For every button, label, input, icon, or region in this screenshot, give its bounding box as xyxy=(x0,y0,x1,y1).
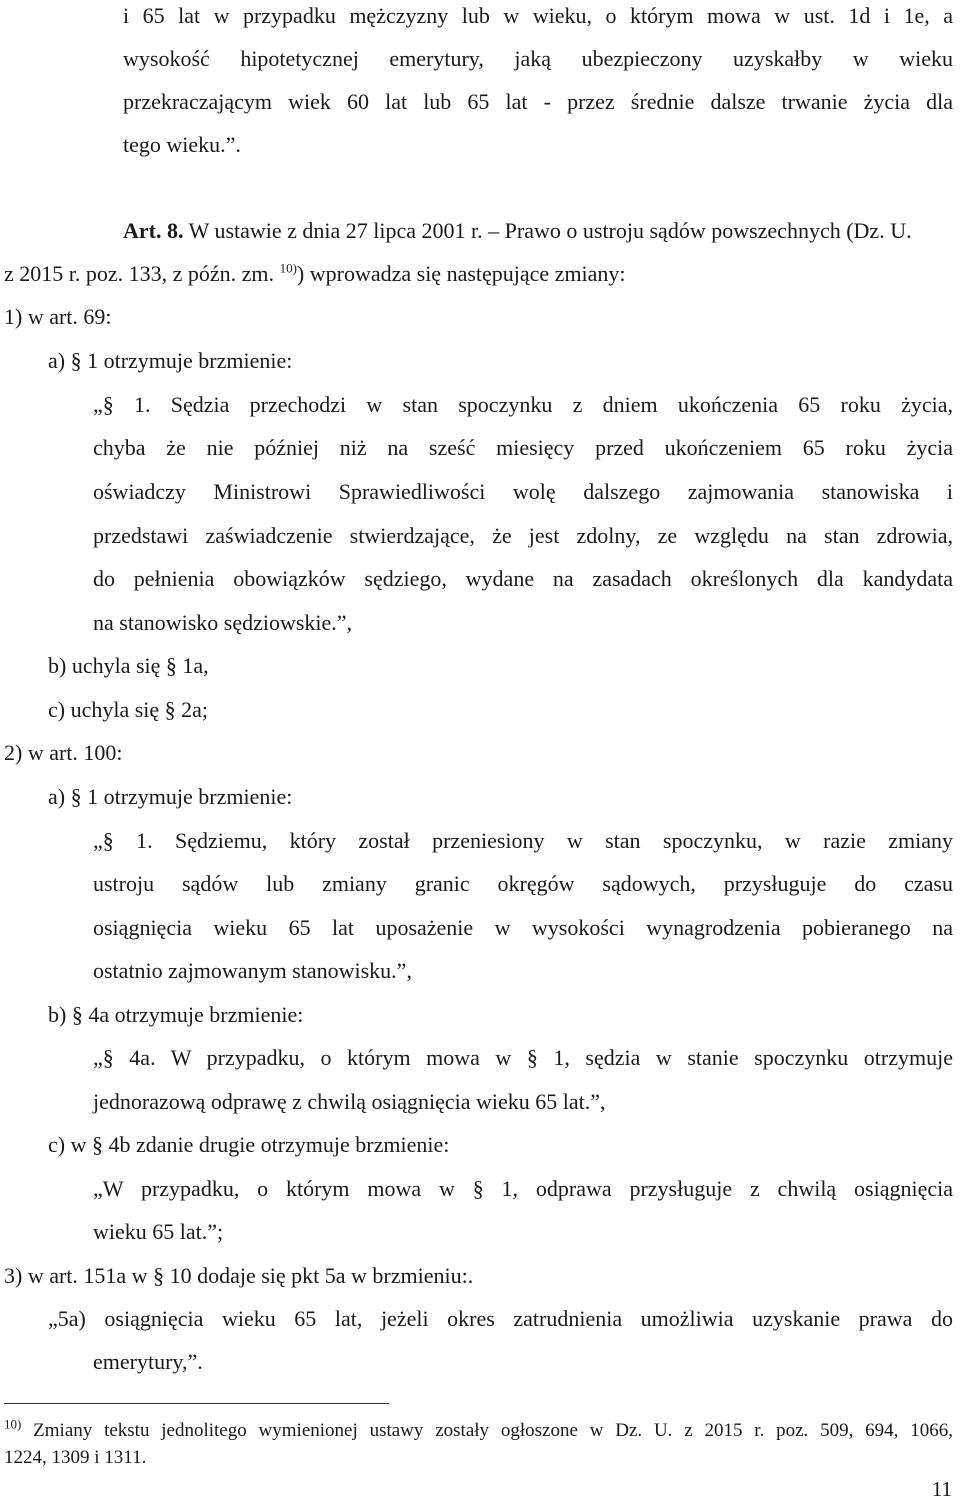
list-item: 1) w art. 69: xyxy=(4,304,112,329)
footnote-marker: 10) xyxy=(4,1416,22,1432)
list-item: a) § 1 otrzymuje brzmienie: xyxy=(48,348,293,373)
list-item: a) § 1 otrzymuje brzmienie: xyxy=(48,784,293,809)
list-item: c) w § 4b zdanie drugie otrzymuje brzmienie: xyxy=(48,1132,450,1157)
text-line: tego wieku.”. xyxy=(123,132,241,157)
quoted-line: „§ 1. Sędzia przechodzi w stan spoczynku z dniem ukończenia 65 roku życia, xyxy=(93,392,953,417)
quoted-line: do pełnienia obowiązków sędziego, wydane na zasadach określonych dla kandydata xyxy=(93,566,953,591)
quoted-line: wieku 65 lat.”; xyxy=(93,1219,224,1244)
list-item: b) § 4a otrzymuje brzmienie: xyxy=(48,1002,304,1027)
quoted-line: „§ 1. Sędziemu, który został przeniesiony w stan spoczynku, w razie zmiany xyxy=(93,828,953,853)
quoted-line: ostatnio zajmowanym stanowisku.”, xyxy=(93,958,412,983)
quoted-line: „5a) osiągnięcia wieku 65 lat, jeżeli okres zatrudnienia umożliwia uzyskanie prawa do xyxy=(48,1306,953,1331)
quoted-line: na stanowisko sędziowskie.”, xyxy=(93,610,353,635)
quoted-line: emerytury,”. xyxy=(93,1349,203,1374)
text-line: wysokość hipotetycznej emerytury, jaką ubezpieczony uzyskałby w wieku xyxy=(123,46,953,71)
footnote-separator xyxy=(4,1403,389,1404)
text-span: ) wprowadza się następujące zmiany: xyxy=(296,261,626,286)
page-number: 11 xyxy=(931,1477,952,1501)
quoted-line: osiągnięcia wieku 65 lat uposażenie w wysokości wynagrodzenia pobieranego na xyxy=(93,915,953,940)
article-heading xyxy=(123,218,912,244)
footnote-ref: 10) xyxy=(279,260,297,276)
list-item: 3) w art. 151a w § 10 dodaje się pkt 5a w brzmieniu:. xyxy=(4,1263,474,1288)
article-number: Art. 8. xyxy=(123,218,184,243)
quoted-line: „W przypadku, o którym mowa w § 1, odprawa przysługuje z chwilą osiągnięcia xyxy=(93,1176,953,1201)
footnote-line: Zmiany tekstu jednolitego wymienionej ustawy zostały ogłoszone w Dz. U. z 2015 r. poz. 509, 694, 1066, xyxy=(33,1420,953,1441)
list-item: c) uchyla się § 2a; xyxy=(48,697,209,722)
quoted-line: chyba że nie później niż na sześć miesięcy przed ukończeniem 65 roku życia xyxy=(93,435,953,460)
list-item: 2) w art. 100: xyxy=(4,740,123,765)
quoted-line: „§ 4a. W przypadku, o którym mowa w § 1, sędzia w stanie spoczynku otrzymuje xyxy=(93,1045,953,1070)
footnote-line: 1224, 1309 i 1311. xyxy=(4,1447,147,1468)
text-line xyxy=(4,261,626,287)
quoted-line: oświadczy Ministrowi Sprawiedliwości wolę dalszego zajmowania stanowiska i xyxy=(93,479,953,504)
article-intro: W ustawie z dnia 27 lipca 2001 r. – Prawo o ustroju sądów powszechnych (Dz. U. xyxy=(183,218,912,243)
footnote-text xyxy=(4,1416,953,1443)
quoted-line: jednorazową odprawę z chwilą osiągnięcia wieku 65 lat.”, xyxy=(93,1089,606,1114)
quoted-line: ustroju sądów lub zmiany granic okręgów sądowych, przysługuje do czasu xyxy=(93,871,953,896)
text-line: przekraczającym wiek 60 lat lub 65 lat - przez średnie dalsze trwanie życia dla xyxy=(123,89,953,114)
quoted-line: przedstawi zaświadczenie stwierdzające, że jest zdolny, ze względu na stan zdrowia, xyxy=(93,523,953,548)
text-line: i 65 lat w przypadku mężczyzny lub w wieku, o którym mowa w ust. 1d i 1e, a xyxy=(123,3,953,28)
list-item: b) uchyla się § 1a, xyxy=(48,653,209,678)
text-span: z 2015 r. poz. 133, z późn. zm. xyxy=(4,261,275,286)
